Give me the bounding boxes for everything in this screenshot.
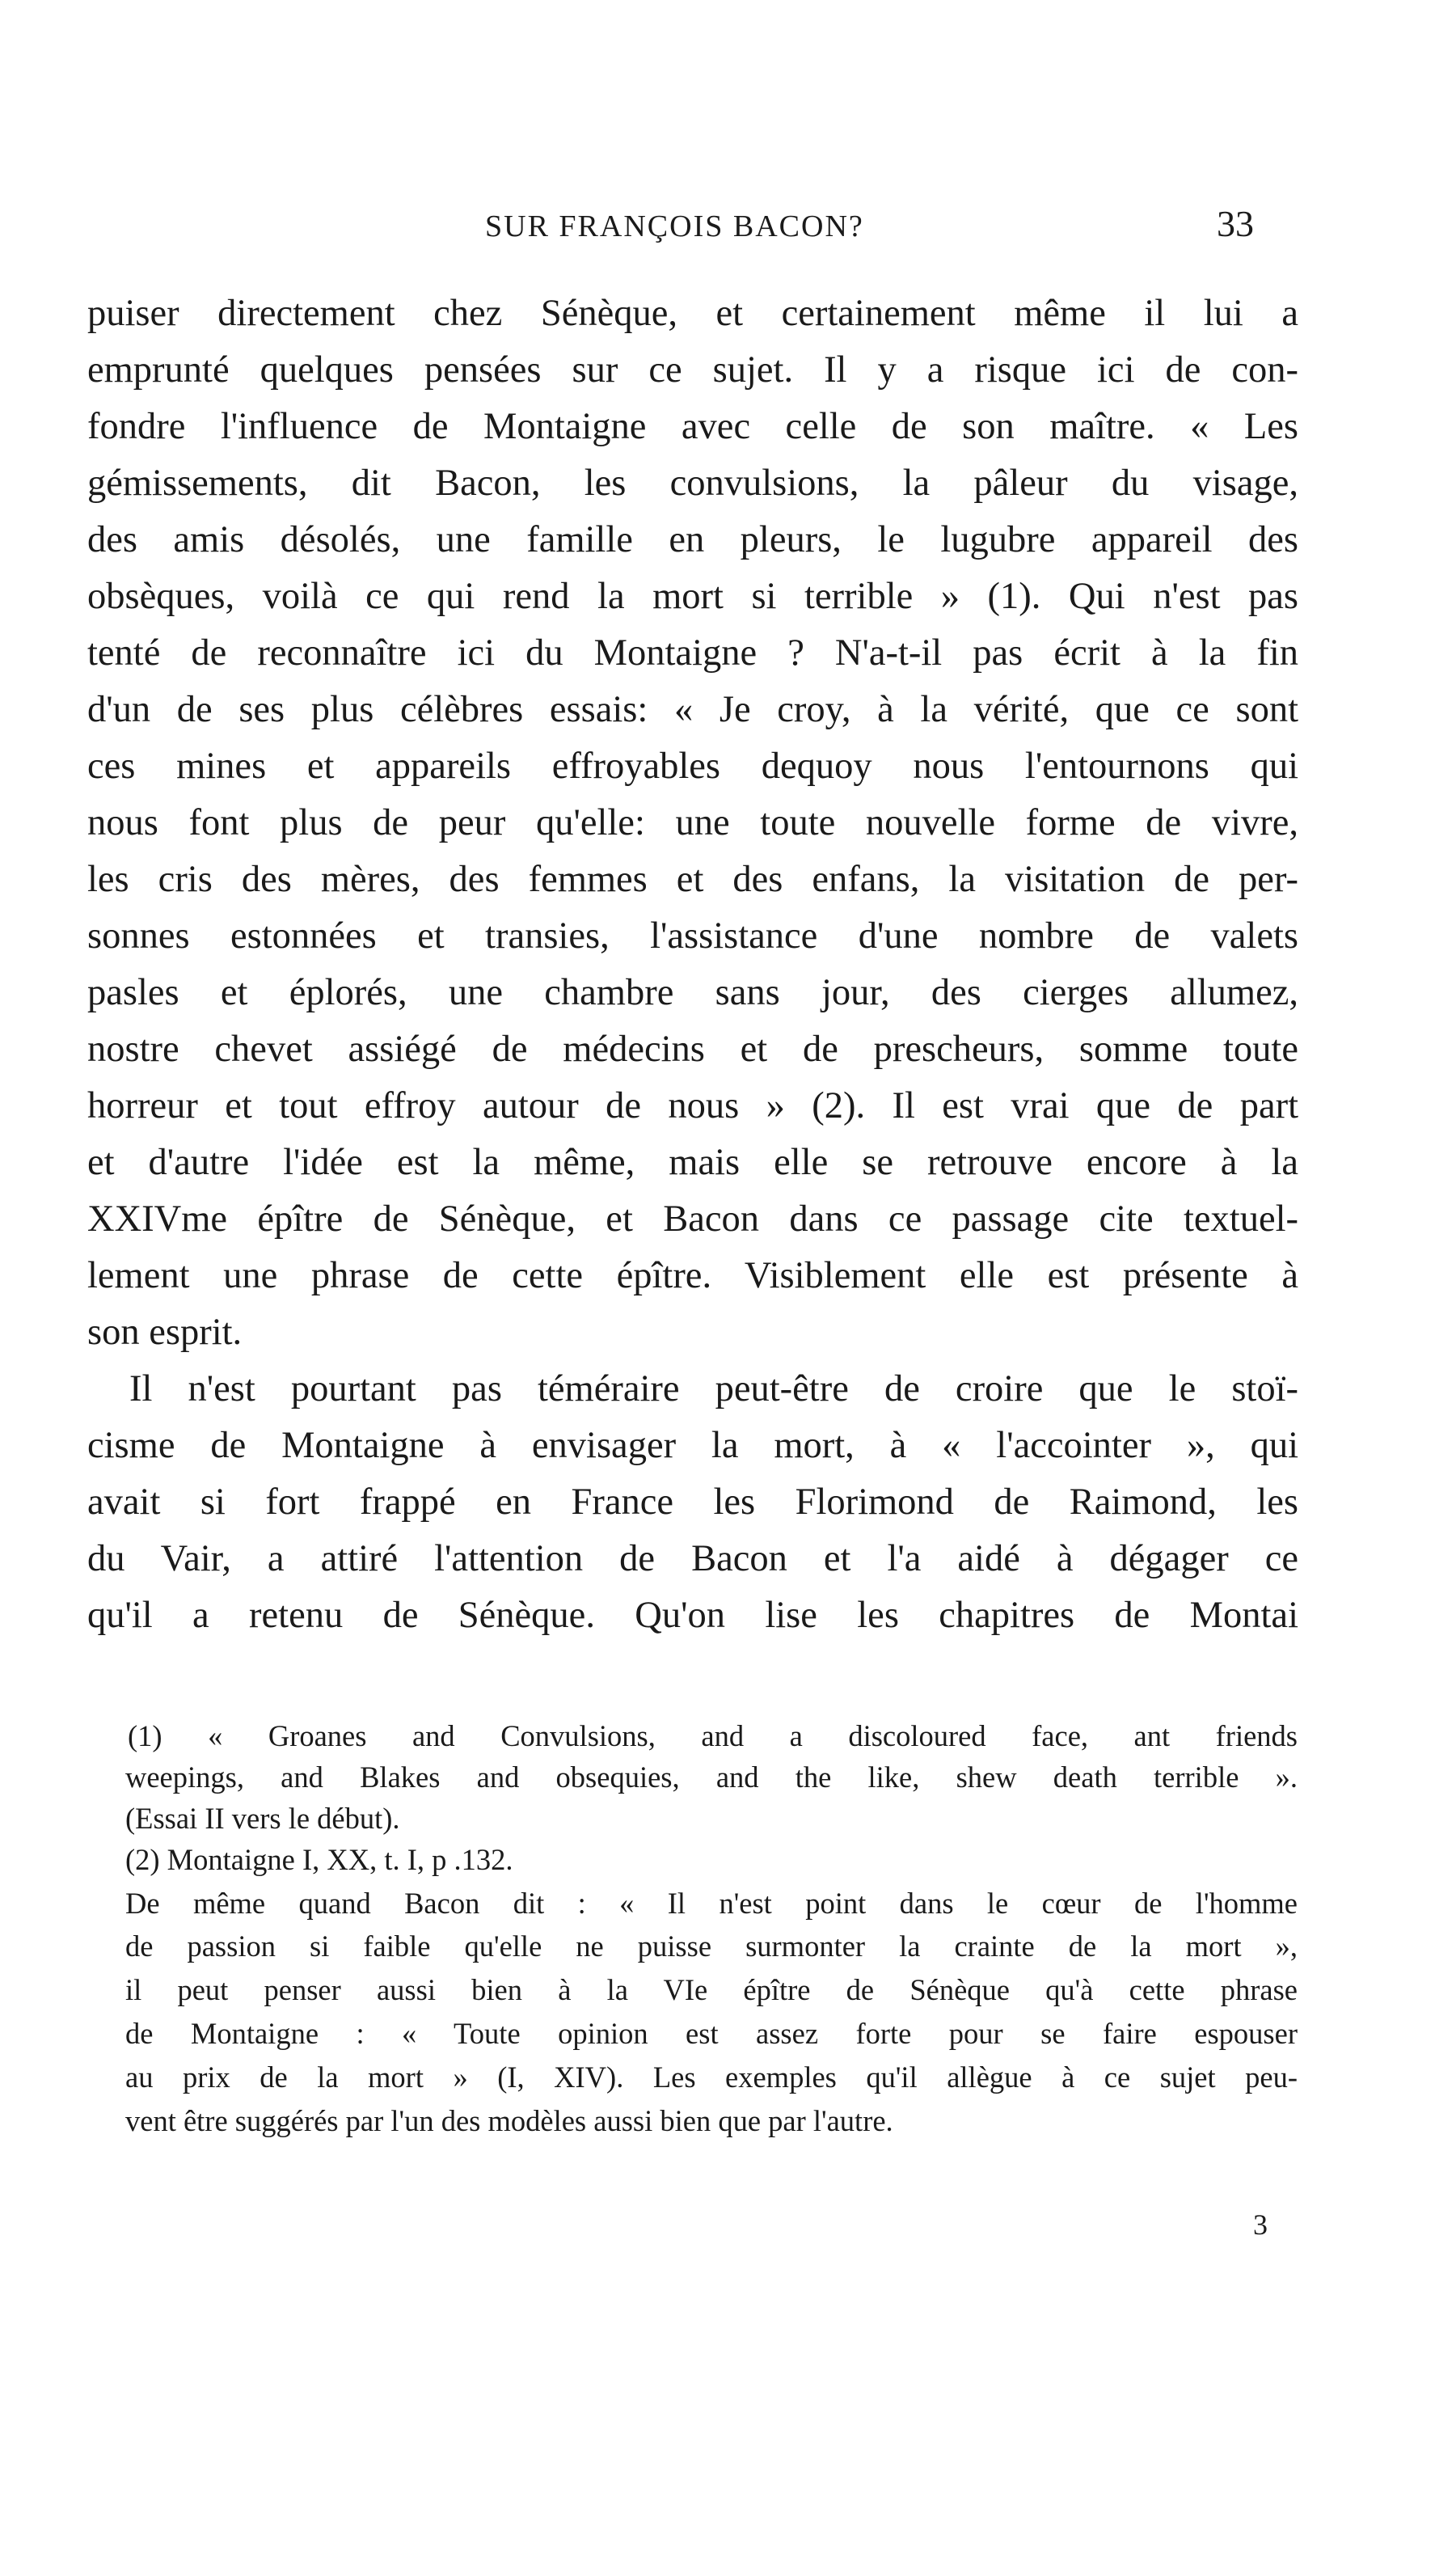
body-line: du Vair, a attiré l'attention de Bacon et l'a aidé à dégager ce	[87, 1538, 1298, 1579]
body-line: les cris des mères, des femmes et des enfans, la visitation de per-	[87, 859, 1298, 900]
footnote-line: vent être suggérés par l'un des modèles aussi bien que par l'autre.	[125, 2104, 893, 2137]
footnote-line: de passion si faible qu'elle ne puisse surmonter la crainte de la mort »,	[125, 1929, 1298, 1963]
footnote-line: De même quand Bacon dit : « Il n'est point dans le cœur de l'homme	[125, 1887, 1298, 1920]
body-line: obsèques, voilà ce qui rend la mort si terrible » (1). Qui n'est pas	[87, 576, 1298, 617]
body-line: avait si fort frappé en France les Florimond de Raimond, les	[87, 1481, 1298, 1523]
body-line: Il n'est pourtant pas téméraire peut-être de croire que le stoï-	[129, 1368, 1298, 1410]
body-line: puiser directement chez Sénèque, et certainement même il lui a	[87, 293, 1298, 334]
body-line: lement une phrase de cette épître. Visiblement elle est présente à	[87, 1255, 1298, 1296]
footnote-line: de Montaigne : « Toute opinion est assez forte pour se faire espouser	[125, 2017, 1298, 2050]
footnote-line: au prix de la mort » (I, XIV). Les exemples qu'il allègue à ce sujet peu-	[125, 2060, 1298, 2094]
body-line: cisme de Montaigne à envisager la mort, à « l'accointer », qui	[87, 1425, 1298, 1466]
body-line: ces mines et appareils effroyables dequoy nous l'entournons qui	[87, 746, 1298, 787]
body-line: des amis désolés, une famille en pleurs, le lugubre appareil des	[87, 519, 1298, 560]
body-line: sonnes estonnées et transies, l'assistance d'une nombre de valets	[87, 915, 1298, 957]
body-line: d'un de ses plus célèbres essais: « Je croy, à la vérité, que ce sont	[87, 689, 1298, 730]
body-line: XXIVme épître de Sénèque, et Bacon dans ce passage cite textuel-	[87, 1198, 1298, 1240]
body-line: gémissements, dit Bacon, les convulsions, la pâleur du visage,	[87, 463, 1298, 504]
footnote-line: weepings, and Blakes and obsequies, and the like, shew death terrible ».	[125, 1760, 1298, 1794]
body-line: pasles et éplorés, une chambre sans jour, des cierges allumez,	[87, 972, 1298, 1013]
body-line: et d'autre l'idée est la même, mais elle se retrouve encore à la	[87, 1142, 1298, 1183]
signature-mark: 3	[1253, 2208, 1268, 2241]
body-line: nous font plus de peur qu'elle: une toute nouvelle forme de vivre,	[87, 802, 1298, 843]
body-line: fondre l'influence de Montaigne avec celle de son maître. « Les	[87, 406, 1298, 447]
running-header: SUR FRANÇOIS BACON?	[485, 209, 864, 243]
body-line: tenté de reconnaître ici du Montaigne ? N'a-t-il pas écrit à la fin	[87, 632, 1298, 674]
body-line: qu'il a retenu de Sénèque. Qu'on lise les chapitres de Montai	[87, 1595, 1298, 1636]
footnote-line: (1) « Groanes and Convulsions, and a discoloured face, ant friends	[128, 1719, 1298, 1752]
body-line: son esprit.	[87, 1312, 243, 1353]
footnote-line: (2) Montaigne I, XX, t. I, p .132.	[125, 1843, 513, 1876]
page-number: 33	[1217, 203, 1254, 244]
body-line: nostre chevet assiégé de médecins et de prescheurs, somme toute	[87, 1029, 1298, 1070]
footnote-line: (Essai II vers le début).	[125, 1802, 400, 1835]
footnote-line: il peut penser aussi bien à la VIe épître de Sénèque qu'à cette phrase	[125, 1973, 1298, 2006]
body-line: emprunté quelques pensées sur ce sujet. Il y a risque ici de con-	[87, 349, 1298, 391]
body-line: horreur et tout effroy autour de nous » (2). Il est vrai que de part	[87, 1085, 1298, 1126]
